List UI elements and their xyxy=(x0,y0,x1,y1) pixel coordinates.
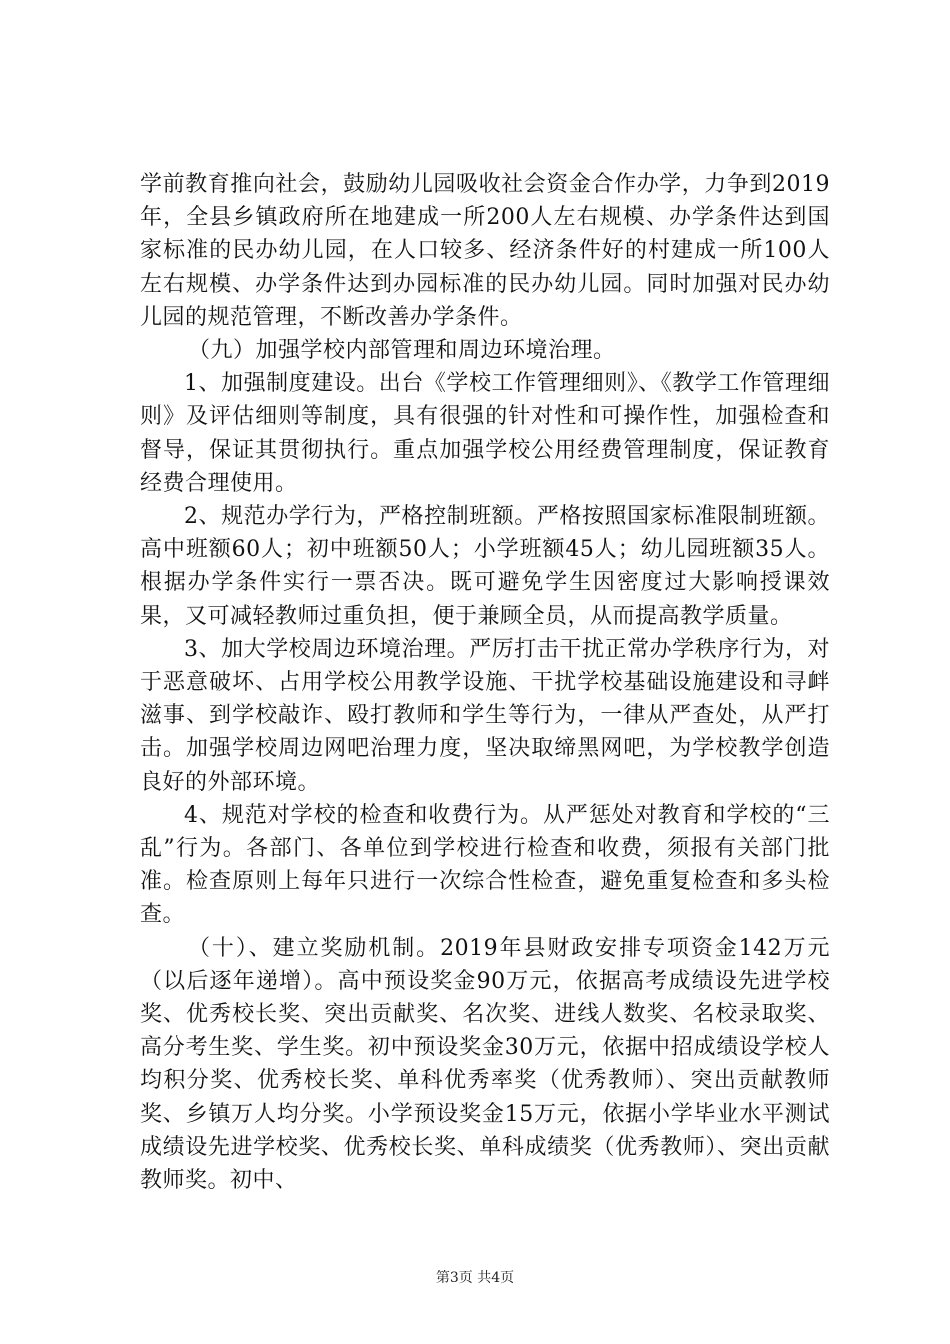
section-ten-reward: （十）、建立奖励机制。2019年县财政安排专项资金142万元（以后逐年递增）。高中预设奖金90万元，依据高考成绩设先进学校奖、优秀校长奖、突出贡献奖、名次奖、进线人数奖、名校录取奖、高分考生奖、学生奖。初中预设奖金30万元，依据中招成绩设学校人均积分奖、优秀校长奖、单科优秀率奖（优秀教师）、突出贡献教师奖、乡镇万人均分奖。小学预设奖金15万元，依据小学毕业水平测试成绩设先进学校奖、优秀校长奖、单科成绩奖（优秀教师）、突出贡献教师奖。初中、 xyxy=(140,935,830,1194)
paragraph-item-1: 1、加强制度建设。出台《学校工作管理细则》、《教学工作管理细则》及评估细则等制度，具有很强的针对性和可操作性，加强检查和督导，保证其贯彻执行。重点加强学校公用经费管理制度，保证教育经费合理使用。 xyxy=(140,371,830,496)
paragraph-item-4: 4、规范对学校的检查和收费行为。从严惩处对教育和学校的“三乱”行为。各部门、各单位到学校进行检查和收费，须报有关部门批准。检查原则上每年只进行一次综合性检查，避免重复检查和多头检查。 xyxy=(140,802,830,928)
paragraph-item-3: 3、加大学校周边环境治理。严厉打击干扰正常办学秩序行为，对于恶意破坏、占用学校公用教学设施、干扰学校基础设施建设和寻衅滋事、到学校敲诈、殴打教师和学生等行为，一律从严查处，从严打击。加强学校周边网吧治理力度，坚决取缔黑网吧，为学校教学创造良好的外部环境。 xyxy=(140,636,830,795)
body-text xyxy=(140,168,830,1197)
paragraph-preschool: 学前教育推向社会，鼓励幼儿园吸收社会资金合作办学，力争到2019年，全县乡镇政府所在地建成一所200人左右规模、办学条件达到国家标准的民办幼儿园，在人口较多、经济条件好的村建成一所100人左右规模、办学条件达到办园标准的民办幼儿园。同时加强对民办幼儿园的规范管理，不断改善办学条件。 xyxy=(140,172,830,330)
section-heading-nine: （九）加强学校内部管理和周边环境治理。 xyxy=(188,338,616,364)
paragraph-item-2: 2、规范办学行为，严格控制班额。严格按照国家标准限制班额。高中班额60人；初中班额50人；小学班额45人；幼儿园班额35人。根据办学条件实行一票否决。既可避免学生因密度过大影响授课效果，又可减轻教师过重负担，便于兼顾全员，从而提高教学质量。 xyxy=(140,504,830,629)
page-number: 第3页 共4页 xyxy=(435,1270,515,1286)
